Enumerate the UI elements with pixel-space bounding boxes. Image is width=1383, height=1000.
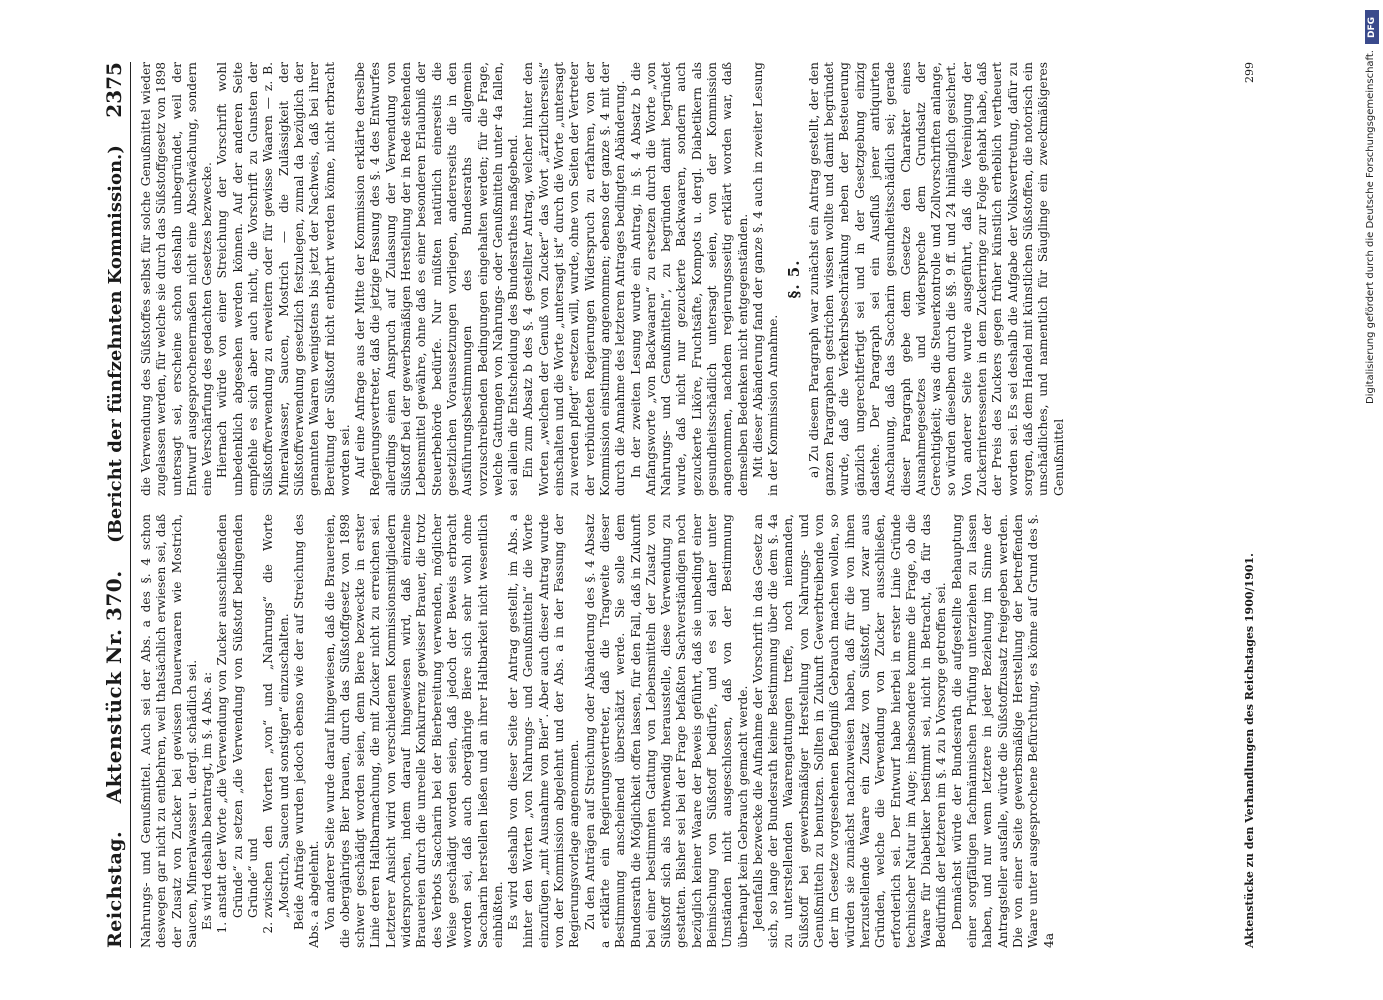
paragraph: In der zweiten Lesung wurde ein Antrag, in §. 4 Absatz b die Anfangsworte „von Backwaaren“ zu ersetzen durch die Worte „von Nahrungs- und Genußmitteln“, zu begründen damit begründet wurde, daß nicht nur gezuckerte Backwaaren, sondern auch gezuckerte Liköre, Fruchtsäfte, Kompots u. dergl. Diabetikern als gesundheitsschädlich untersagt seien, von der Kommission angenommen, nachdem regierungsseitig erklärt worden war, daß demselben Bedenken nicht entgegenständen. bbox=[628, 62, 750, 496]
paragraph: Ein zum Absatz b des §. 4 gestellter Antrag, welcher hinter den Worten „welchen der Genuß von Zucker“ das Wort „ärztlicherseits“ einschalten und die Worte „untersagt ist“ durch die Worte „untersagt zu werden pflegt“ ersetzen will, wurde, ohne von Seiten der Vertreter der verbündeten Regierungen Widerspruch zu erfahren, von der Kommission einstimmig angenommen; ebenso der ganze §. 4 mit der durch die Annahme des letzteren Antrages bedingten Abänderung. bbox=[521, 62, 628, 496]
paragraph: Hiernach würde von einer Streichung der Vorschrift wohl unbedenklich abgesehen werden können. Auf der anderen Seite empfehle es sich aber auch nicht, die Vorschrift zu Gunsten der Süßstoffverwendung zu erweitern oder für gewisse Waaren — z. B. Mineralwasser, Saucen, Mostrich — die Zulässigkeit der Süßstoffverwendung gesetzlich festzulegen, zumal da bezüglich der genannten Waaren wenigstens bis jetzt der Nachweis, daß bei ihrer Bereitung der Süßstoff nicht entbehrt werden könne, nicht erbracht worden sei. bbox=[215, 62, 352, 496]
paragraph: Mit dieser Abänderung fand der ganze §. 4 auch in zweiter Lesung in der Kommission Annahme. bbox=[750, 62, 781, 496]
funding-text: Digitalisierung gefördert durch die Deutsche Forschungsgemeinschaft. bbox=[1365, 50, 1376, 405]
funding-stamp bbox=[1365, 6, 1379, 994]
paragraph: die Verwendung des Süßstoffes selbst für solche Genußmittel wieder zugelassen werden, für welche sie durch das Süßstoffgesetz von 1898 untersagt sei, erscheine schon deshalb unbegründet, weil der Entwurf ausgesprochenermaßen nicht eine Abschwächung, sondern eine Verschärfung des gedachten Gesetzes bezwecke. bbox=[139, 62, 215, 496]
paragraph: Nahrungs- und Genußmittel. Auch sei der Abs. a des §. 4 schon deswegen gar nicht zu entbehren, weil thatsächlich erwiesen sei, daß der Zusatz von Zucker bei gewissen Dauerwaaren wie Mostrich, Saucen, Mineralwasser u. dergl. schädlich sei. bbox=[139, 514, 199, 948]
header-left: Reichstag. bbox=[104, 830, 126, 948]
paragraph: Zu den Anträgen auf Streichung oder Abänderung des §. 4 Absatz a erklärte ein Regierungsvertreter, daß die Tragweite dieser Bestimmung anscheinend überschätzt werde. Sie solle dem Bundesrath die Möglichkeit offen lassen, für den Fall, daß in Zukunft bei einer bestimmten Gattung von Lebensmitteln der Zusatz von Süßstoff sich als nothwendig herausstelle, diese Verwendung zu gestatten. Bisher sei bei der Frage befaßten Sachverständigen noch bezüglich keiner Waare der Beweis geführt, daß sie unbedingt einer Beimischung von Süßstoff bedürfe, und es sei daher unter Umständen nicht ausgeschlossen, daß von der Bestimmung überhaupt kein Gebrauch gemacht werde. bbox=[582, 514, 750, 948]
paragraph: Auf eine Anfrage aus der Mitte der Kommission erklärte derselbe Regierungsvertreter, daß die jetzige Fassung des §. 4 des Entwurfes allerdings einen Anspruch auf Zulassung der Verwendung von Süßstoff bei der gewerbsmäßigen Herstellung der in Rede stehenden Lebensmittel gewähre, ohne daß es einer besonderen Erlaubniß der Steuerbehörde bedürfe. Nur müßten natürlich einerseits die gesetzlichen Voraussetzungen vorliegen, andererseits die in den Ausführungsbestimmungen des Bundesraths allgemein vorzuschreibenden Bedingungen eingehalten werden; für die Frage, welche Gattungen von Nahrungs- oder Genußmitteln unter 4a fallen, sei allein die Entscheidung des Bundesrathes maßgebend. bbox=[353, 62, 521, 496]
footer-number: 299 bbox=[1243, 62, 1256, 83]
paragraph: Beide Anträge wurden jedoch ebenso wie der auf Streichung des Abs. a abgelehnt. bbox=[291, 514, 322, 948]
list-item: 2. zwischen den Worten „von“ und „Nahrungs“ die Worte „Mostrich, Saucen und sonstigen“ einzuschalten. bbox=[261, 514, 292, 918]
page-footer bbox=[1243, 62, 1256, 948]
section-heading: §. 5. bbox=[785, 259, 804, 299]
paragraph: Von anderer Seite wurde darauf hingewiesen, daß die Brauereien, die obergähriges Bier brauen, durch das Süßstoffgesetz von 1898 schwer geschädigt worden seien, denn Biere bezweckte in erster Linie deren Haltbarmachung, die mit Zucker nicht zu erreichen sei. Letzterer Ansicht wird von verschiedenen Kommissionsmitgliedern widersprochen, indem darauf hingewiesen wird, daß einzelne Brauereien durch die unreelle Konkurrenz gewisser Brauer, die trotz des Verbots Saccharin bei der Bierbereitung verwenden, möglicher Weise geschädigt worden seien, daß jedoch der Beweis erbracht worden sei, daß auch obergährige Biere sich sehr wohl ohne Saccharin herstellen ließen und an ihrer Haltbarkeit nicht wesentlich einbüßten. bbox=[322, 514, 505, 948]
header-middle: Aktenstück Nr. 370. bbox=[102, 570, 126, 804]
paragraph: Jedenfalls bezwecke die Aufnahme der Vorschrift in das Gesetz an sich, so lange der Bundesrath keine Bestimmung über die dem §. 4a zu unterstellenden Waarengattungen treffe, noch niemanden, Süßstoff bei gewerbsmäßiger Herstellung von Nahrungs- und Genußmitteln zu benutzen. Sollten in Zukunft Gewerbtreibende von der im Gesetze vorgesehenen Befugniß Gebrauch machen wollen, so würden sie zunächst nachzuweisen haben, daß für die von ihnen herzustellende Waare ein Zusatz von Süßstoff, und zwar aus Gründen, welche die Verwendung von Zucker ausschließen, erforderlich sei. Der Entwurf habe hierbei in erster Linie Gründe technischer Natur im Auge; insbesondere komme die Frage, ob die Waare für Diabetiker bestimmt sei, nicht in Betracht, da für das Bedürfniß der letzteren im §. 4 zu b Vorsorge getroffen sei. bbox=[750, 514, 949, 948]
list-item: 1. anstatt der Worte „die Verwendung von Zucker ausschließenden Gründe“ zu setzen „die Verwendung von Süßstoff bedingenden Gründe“ und bbox=[215, 514, 261, 918]
paragraph: a) Zu diesem Paragraph war zunächst ein Antrag gestellt, der den ganzen Paragraphen gestrichen wissen wollte und damit begründet wurde, daß die Verkehrsbeschränkung neben der Besteuerung gänzlich ungerechtfertigt sei und in der Gesetzgebung einzig dastehe. Der Paragraph sei ein Ausfluß jener antiquirten Anschauung, daß das Saccharin gesundheitsschädlich sei; gerade dieser Paragraph gebe dem Gesetze den Charakter eines Ausnahmegesetzes und widerspreche dem Grundsatz der Gerechtigkeit; was die Steuerkontrolle und Zollvorschriften anlange, so würden dieselben durch die §§. 9 ff. und 24 hinlänglich gesichert. Von anderer Seite wurde ausgeführt, daß die Vereinigung der Zuckerinteressenten in dem Zuckerringe zur Folge gehabt habe, daß der Preis des Zuckers gegen früher künstlich erheblich vertheuert worden sei. Es sei deshalb die Aufgabe der Volksvertretung, dafür zu sorgen, daß dem Handel mit künstlichen Süßstoffen, die notorisch ein unschädliches, und namentlich für Säuglinge ein zweckmäßigeres Genußmittel bbox=[806, 62, 1066, 496]
scanned-page bbox=[88, 40, 1310, 970]
paragraph: Es wird deshalb von dieser Seite der Antrag gestellt, im Abs. a hinter den Worten „von Nahrungs- und Genußmitteln“ die Worte einzufügen „mit Ausnahme von Bier“. Aber auch dieser Antrag wurde von der Kommission abgelehnt und der Abs. a in der Fassung der Regierungsvorlage angenommen. bbox=[506, 514, 582, 948]
dfg-logo-icon: DFG bbox=[1365, 10, 1379, 44]
paragraph: Es wird deshalb beantragt, im §. 4 Abs. a: bbox=[200, 671, 215, 930]
amendment-list bbox=[215, 514, 291, 948]
header-right: (Bericht der fünfzehnten Kommission.) bbox=[105, 145, 126, 543]
column-right bbox=[139, 62, 1239, 496]
text-columns bbox=[139, 62, 1239, 948]
paragraph: Demnächst würde der Bundesrath die aufgestellte Behauptung einer sorgfältigen fachmännischen Prüfung unterziehen zu lassen haben, und nur wenn letztere in jeder Beziehung im Sinne der Antragsteller ausfalle, würde die Süßstoffzusatz freigegeben werden. Die von einer Seite gewerbsmäßige Herstellung der betreffenden Waare unter ausgesprochene Befürchtung, es könne auf Grund des §. 4a bbox=[949, 514, 1056, 948]
column-left bbox=[139, 514, 1239, 948]
footer-source: Aktenstücke zu den Verhandlungen des Reichstages 1900/1901. bbox=[1243, 553, 1256, 948]
rotated-page-content bbox=[88, 40, 1310, 970]
page-number: 2375 bbox=[102, 62, 126, 118]
page-header bbox=[102, 62, 131, 948]
